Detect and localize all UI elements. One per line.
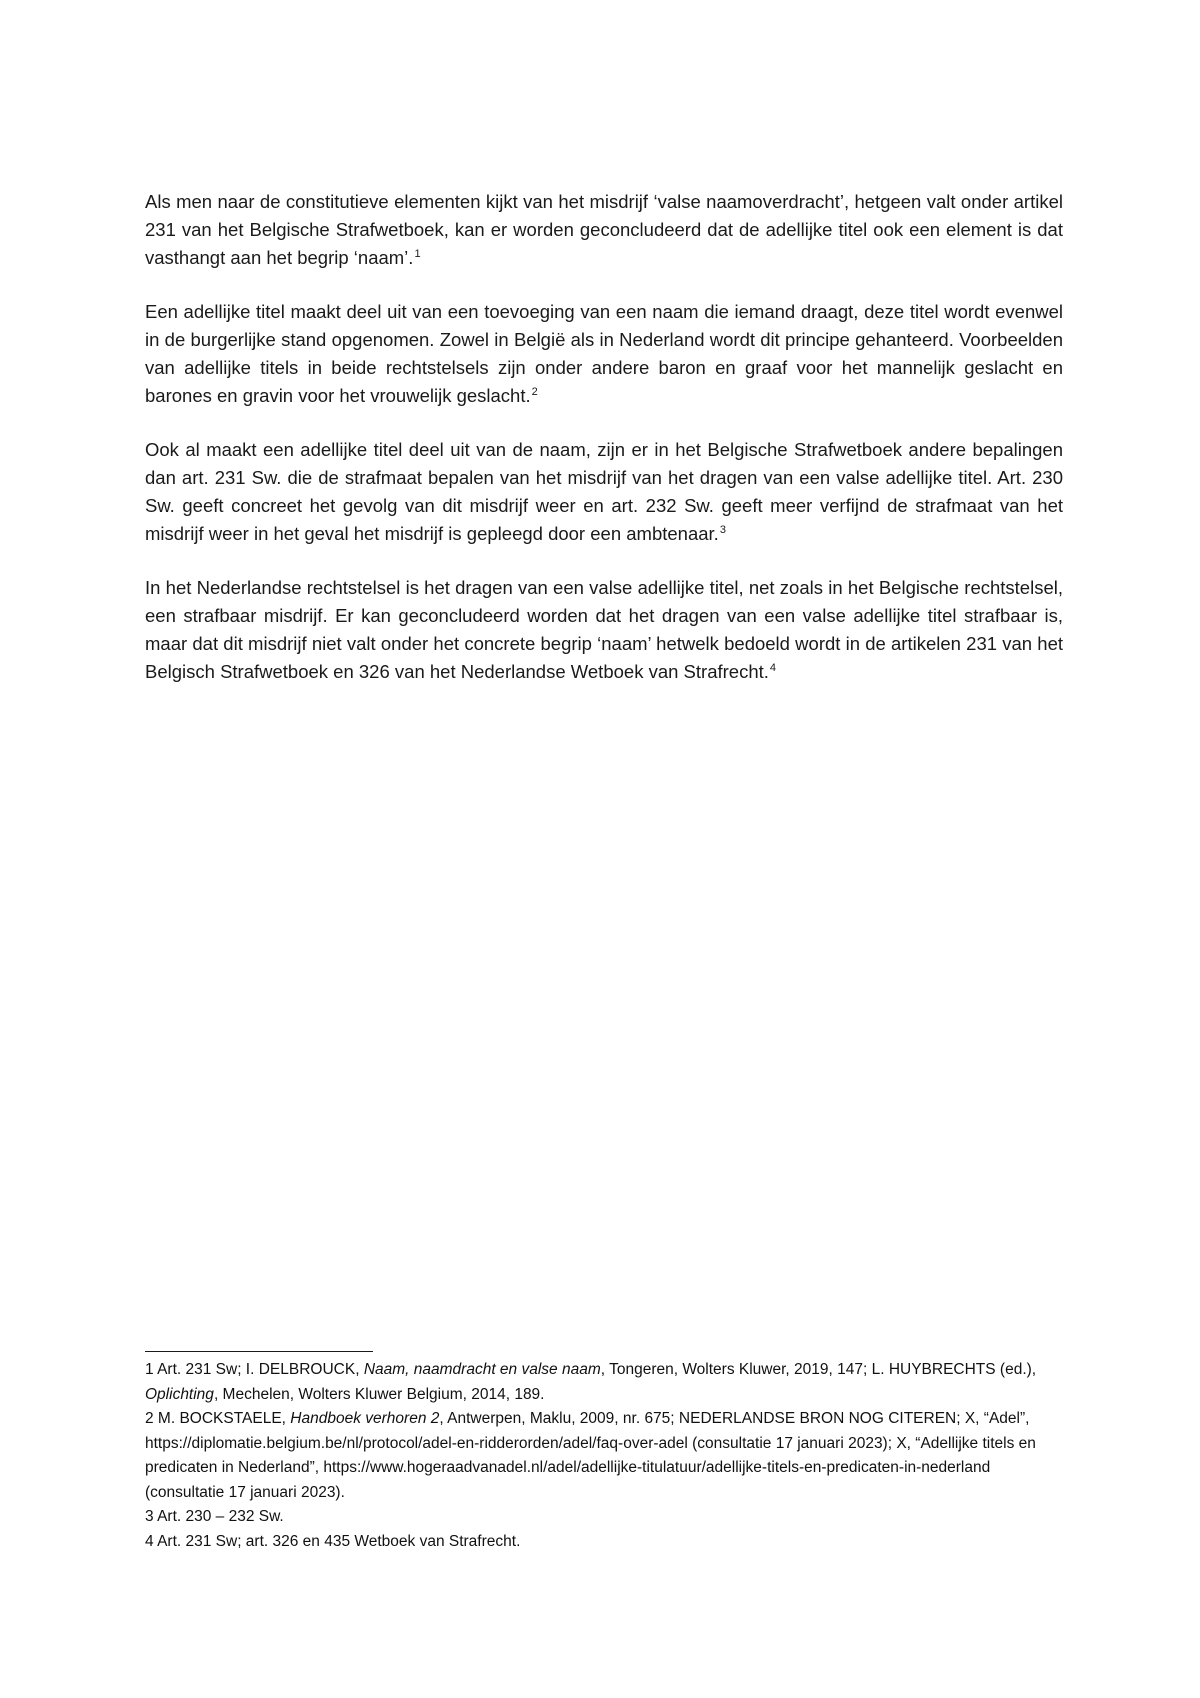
- paragraph-2-text: Een adellijke titel maakt deel uit van een toevoeging van een naam die iemand draagt, deze titel wordt evenwel in de burgerlijke stand opgenomen. Zowel in België als in Nederland wordt dit principe gehanteerd. Voorbeelden van adellijke titels in beide rechtstelsels zijn onder andere baron en graaf voor het mannelijk geslacht en barones en gravin voor het vrouwelijk geslacht.: [145, 301, 1063, 406]
- footnote-3: 3 Art. 230 – 232 Sw.: [145, 1508, 284, 1525]
- footnote-ref-2[interactable]: 2: [531, 385, 538, 398]
- footnote-4: 4 Art. 231 Sw; art. 326 en 435 Wetboek van Strafrecht.: [145, 1532, 521, 1550]
- footnote-1-title: Naam, naamdracht en valse naam: [363, 1361, 601, 1378]
- footnote-1-part: 1 Art. 231 Sw; I. DELBROUCK,: [145, 1361, 364, 1378]
- footnote-2: [145, 1407, 1063, 1505]
- paragraph-1-text: Als men naar de constitutieve elementen kijkt van het misdrijf ‘valse naamoverdracht’, hetgeen valt onder artikel 231 van het Belgische Strafwetboek, kan er worden geconcludeerd dat de adellijke titel ook een element is dat vasthangt aan het begrip ‘naam’.: [145, 191, 1063, 268]
- footnote-ref-1[interactable]: 1: [414, 247, 421, 260]
- footnote-2-title: Handboek verhoren 2: [290, 1410, 440, 1427]
- paragraph-3-text: Ook al maakt een adellijke titel deel uit van de naam, zijn er in het Belgische Strafwetboek andere bepalingen dan art. 231 Sw. die de strafmaat bepalen van het misdrijf van het dragen van een valse adellijke titel. Art. 230 Sw. geeft concreet het gevolg van dit misdrijf weer en art. 232 Sw. geeft meer verfijnd de strafmaat van het misdrijf weer in het geval het misdrijf is gepleegd door een ambtenaar.: [145, 439, 1063, 544]
- paragraph-4-text: In het Nederlandse rechtstelsel is het dragen van een valse adellijke titel, net zoals in het Belgische rechtstelsel, een strafbaar misdrijf. Er kan geconcludeerd worden dat het dragen van een valse adellijke titel strafbaar is, maar dat dit misdrijf niet valt onder het concrete begrip ‘naam’ hetwelk bedoeld wordt in de artikelen 231 van het Belgisch Strafwetboek en 326 van het Nederlandse Wetboek van Strafrecht.: [145, 577, 1063, 682]
- footnote-1-part: , Tongeren, Wolters Kluwer, 2019, 147; L. HUYBRECHTS (ed.),: [600, 1361, 1037, 1378]
- paragraph-2: [145, 298, 1063, 410]
- footnote-ref-3[interactable]: 3: [719, 523, 726, 536]
- paragraph-3: [145, 436, 1063, 548]
- footnote-1-part: , Mechelen, Wolters Kluwer Belgium, 2014, 189.: [213, 1385, 545, 1403]
- footnote-ref-4[interactable]: 4: [769, 661, 777, 674]
- paragraph-4: [145, 574, 1063, 686]
- footnote-2-part: 2 M. BOCKSTAELE,: [145, 1410, 291, 1427]
- body-text: [145, 188, 1063, 712]
- footnote-2-part: , Antwerpen, Maklu, 2009, nr. 675; NEDERLANDSE BRON NOG CITEREN; X, “Adel”, https://diplomatie.belgium.be/nl/protocol/adel-en-ridderorden/adel/faq-over-adel (consultatie 17 januari 2023); X, “Adellijke titels en predicaten in Nederland”, https://www.hogeraadvanadel.nl/adel/adellijke-titulatuur/adellijke-titels-en-predicaten-in-nederland (consultatie 17 januari 2023).: [145, 1410, 1036, 1501]
- footnote-1: [145, 1358, 1063, 1407]
- footnotes-section: [145, 1351, 1063, 1554]
- footnote-separator: [145, 1351, 373, 1352]
- footnote-1-title: Oplichting: [145, 1385, 214, 1403]
- paragraph-1: [145, 188, 1063, 272]
